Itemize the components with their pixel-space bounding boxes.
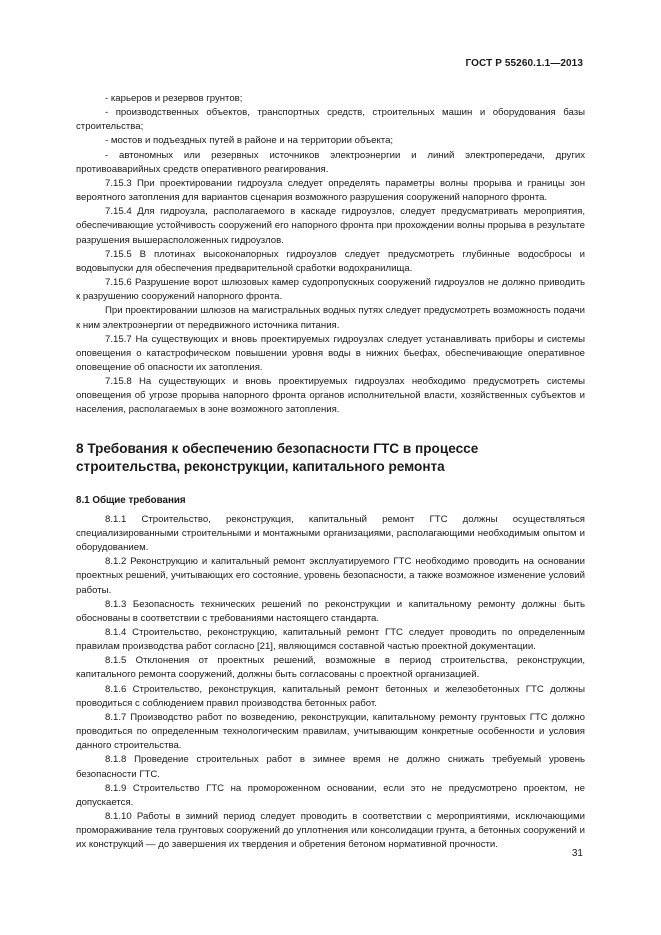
page-body <box>76 92 585 853</box>
clause-8-1-8: 8.1.8 Проведение строительных работ в зимнее время не должно снижать требуемый уровень безопасности ГТС. <box>76 754 585 780</box>
list-item: - мостов и подъездных путей в районе и на территории объекта; <box>105 135 394 147</box>
list-item: - автономных или резервных источников электроэнергии и линий электропередачи, других противоаварийных средств оперативного реагирования. <box>76 149 585 175</box>
list-item: - карьеров и резервов грунтов; <box>105 93 243 104</box>
clause-7-15-7: 7.15.7 На существующих и вновь проектируемых гидроузлах следует устанавливать приборы и системы оповещения о катастрофическом повышении уровня воды в нижних бьефах, обеспечивающие оперативное оповещение об опасности их затопления. <box>76 333 585 373</box>
clause-8-1-3: 8.1.3 Безопасность технических решений по реконструкции и капитальному ремонту должны быть обоснованы в соответствии с требованиями настоящего стандарта. <box>76 598 585 624</box>
subsection-8-1-title: 8.1 Общие требования <box>76 494 186 506</box>
clause-8-1-6: 8.1.6 Строительство, реконструкция, капитальный ремонт бетонных и железобетонных ГТС должны проводиться с соблюдением правил производства бетонных работ. <box>76 683 585 709</box>
clause-7-15-6: 7.15.6 Разрушение ворот шлюзовых камер судопропускных сооружений гидроузлов не должно приводить к разрушению сооружений напорного фронта. <box>76 277 585 303</box>
section-8-title: 8 Требования к обеспечению безопасности ГТС в процессе строительства, реконструкции, капитального ремонта <box>76 440 479 474</box>
clause-8-1-5: 8.1.5 Отклонения от проектных решений, возможные в период строительства, реконструкции, капитального ремонта сооружений, должны быть согласованы с проектной организацией. <box>76 655 585 681</box>
clause-8-1-2: 8.1.2 Реконструкцию и капитальный ремонт эксплуатируемого ГТС необходимо проводить на основании проектных решений, учитывающих его состояние, уровень безопасности, а также возможное изменение условий работы. <box>76 556 585 596</box>
list-item: - производственных объектов, транспортных средств, строительных машин и оборудования базы строительства; <box>76 107 585 133</box>
clause-7-15-3: 7.15.3 При проектировании гидроузла следует определять параметры волны прорыва и границы зон вероятного затопления для вариантов сценария возможного разрушения сооружений напорного фронта. <box>76 177 585 204</box>
clause-8-1-10: 8.1.10 Работы в зимний период следует проводить в соответствии с мероприятиями, исключающими промораживание тела грунтовых сооружений до уплотнения или консолидации грунта, а бетонных сооружений и их конструкций — до завершения их твердения и обретения бетоном нормативной прочности. <box>76 811 585 851</box>
clause-8-1-7: 8.1.7 Производство работ по возведению, реконструкции, капитальному ремонту грунтовых ГТС должно проводиться по определенным технологическим правилам, учитывающим конкретные особенности и условия данного строительства. <box>76 711 585 752</box>
clause-8-1-4: 8.1.4 Строительство, реконструкцию, капитальный ремонт ГТС следует проводить по определенным правилам производства работ согласно [21], являющимся составной частью проектной документации. <box>76 627 585 653</box>
clause-7-15-8: 7.15.8 На существующих и вновь проектируемых гидроузлах необходимо предусмотреть системы оповещения об угрозе прорыва напорного фронта органов исполнительной власти, хозяйственных субъектов и населения, располагаемых в зоне возможного затопления. <box>76 376 585 416</box>
document-code-header: ГОСТ Р 55260.1.1—2013 <box>465 58 583 69</box>
clause-8-1-9: 8.1.9 Строительство ГТС на промороженном основании, если это не предусмотрено проектом, не допускается. <box>76 782 585 808</box>
clause-7-15-4: 7.15.4 Для гидроузла, располагаемого в каскаде гидроузлов, следует предусматривать мероприятия, обеспечивающие устойчивость сооружений его напорного фронта при прохождении волны прорыва в результате разрушения вышерасположенных гидроузлов. <box>76 206 585 246</box>
page-number: 31 <box>571 848 583 859</box>
clause-7-15-6-note: При проектировании шлюзов на магистральных водных путях следует предусмотреть возможность подачи к ним электроэнергии от передвижного источника питания. <box>76 305 585 331</box>
clause-8-1-1: 8.1.1 Строительство, реконструкция, капитальный ремонт ГТС должны осуществляться специализированными строительными и монтажными организациями, располагающими необходимым опытом и оборудованием. <box>76 513 585 554</box>
clause-7-15-5: 7.15.5 В плотинах высоконапорных гидроузлов следует предусмотреть глубинные водосбросы и водовыпуски для обеспечения предварительной сработки водохранилища. <box>76 248 585 274</box>
